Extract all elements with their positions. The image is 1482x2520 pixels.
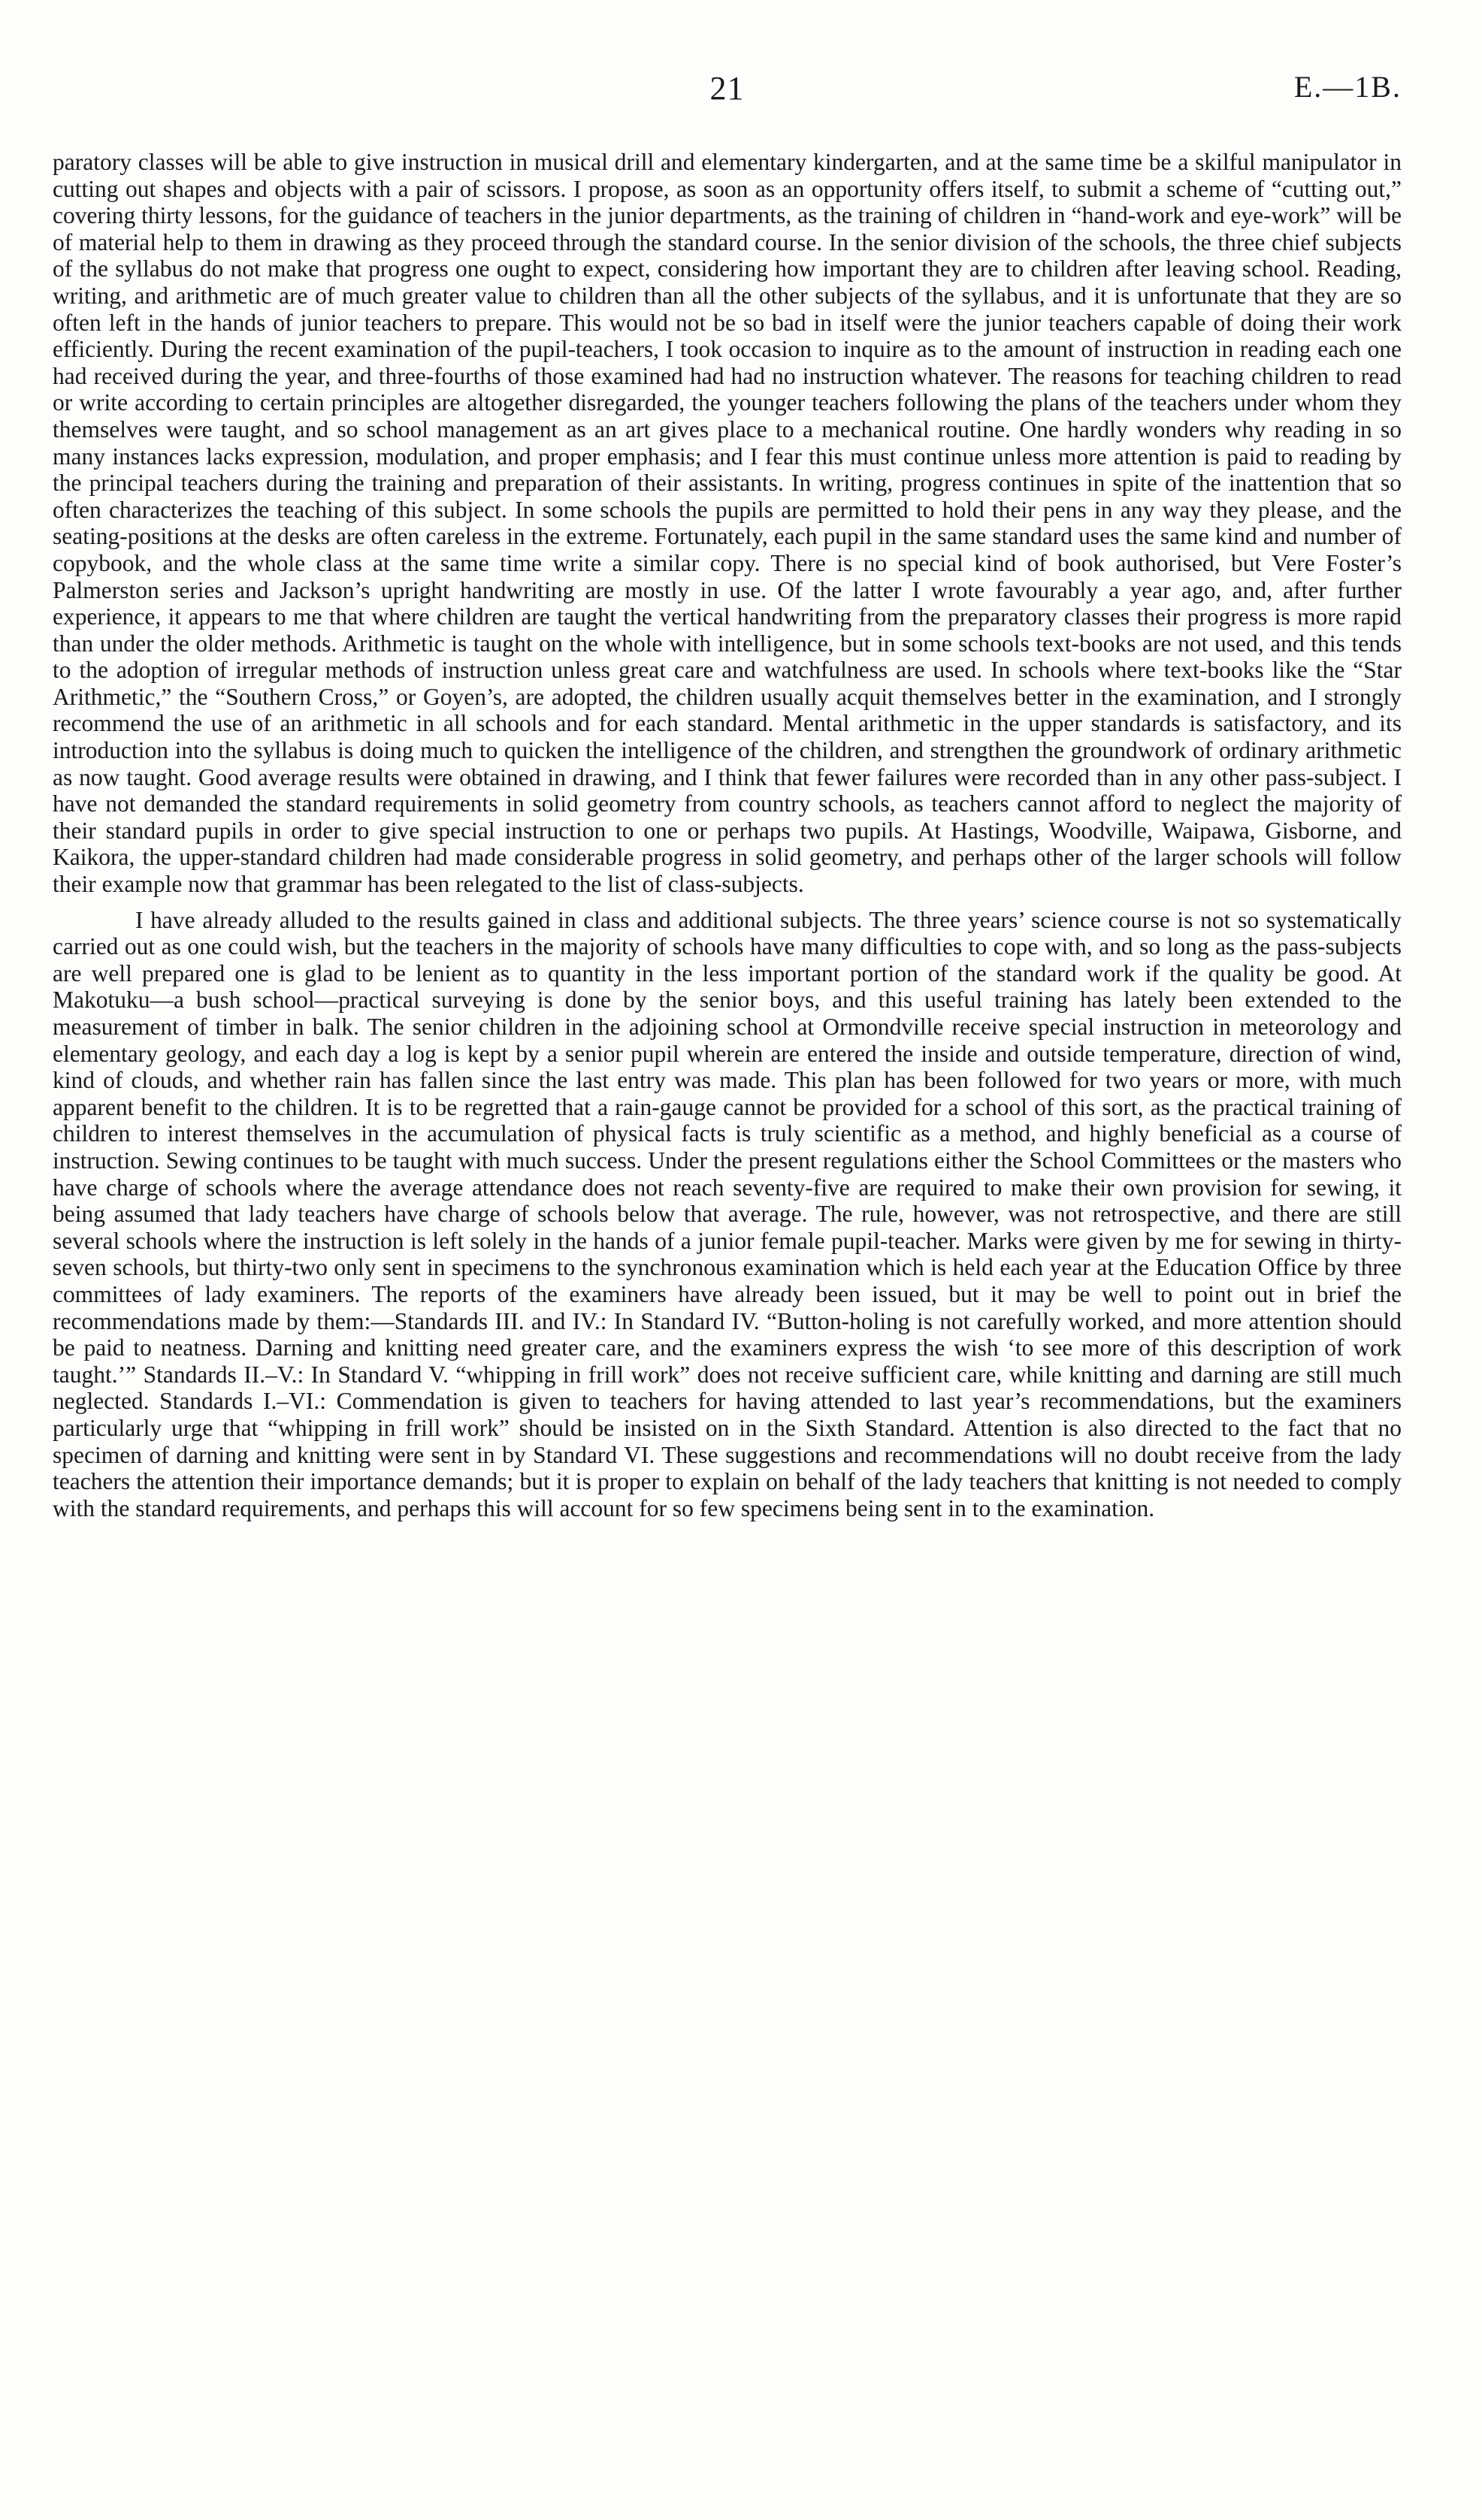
- body-text: [53, 149, 1402, 1521]
- document-reference: E.—1B.: [1293, 70, 1402, 104]
- page-number: 21: [709, 70, 745, 107]
- paragraph-class-subjects: I have already alluded to the results gained in class and additional subjects. The three years’ science course is not so systematically carried out as one could wish, but the teachers in the majority of schools have many difficulties to cope with, and so long as the pass-subjects are well prepared one is glad to be lenient as to quantity in the less important portion of the standard work if the quality be good. At Makotuku—a bush school—practical surveying is done by the senior boys, and this useful training has lately been extended to the measurement of timber in balk. The senior children in the adjoining school at Ormondville receive special instruction in meteorology and elementary geology, and each day a log is kept by a senior pupil wherein are entered the inside and outside temperature, direction of wind, kind of clouds, and whether rain has fallen since the last entry was made. This plan has been followed for two years or more, with much apparent benefit to the children. It is to be regretted that a rain-gauge cannot be provided for a school of this sort, as the practical training of children to interest themselves in the accumulation of physical facts is truly scientific as a method, and highly beneficial as a course of instruction. Sewing continues to be taught with much success. Under the present regulations either the School Committees or the masters who have charge of schools where the average attendance does not reach seventy-five are required to make their own provision for sewing, it being assumed that lady teachers have charge of schools below that average. The rule, however, was not retrospective, and there are still several schools where the instruction is left solely in the hands of a junior female pupil-teacher. Marks were given by me for sewing in thirty-seven schools, but thirty-two only sent in specimens to the synchronous examination which is held each year at the Education Office by three committees of lady examiners. The reports of the examiners have already been issued, but it may be well to point out in brief the recommendations made by them:—Standards III. and IV.: In Standard IV. “Button-holing is not carefully worked, and more attention should be paid to neatness. Darning and knitting need greater care, and the examiners express the wish ‘to see more of this description of work taught.’” Standards II.–V.: In Standard V. “whipping in frill work” does not receive sufficient care, while knitting and darning are still much neglected. Standards I.–VI.: Commendation is given to teachers for having attended to last year’s recommendations, but the examiners particularly urge that “whipping in frill work” should be insisted on in the Sixth Standard. Attention is also directed to the fact that no specimen of darning and knitting were sent in by Standard VI. These suggestions and recommendations will no doubt receive from the lady teachers the attention their importance demands; but it is proper to explain on behalf of the lady teachers that knitting is not needed to comply with the standard requirements, and perhaps this will account for so few specimens being sent in to the examination.: [53, 906, 1402, 1521]
- page-header: [53, 69, 1402, 114]
- paragraph-continued: paratory classes will be able to give instruction in musical drill and elementary kindergarten, and at the same time be a skilful manipulator in cutting out shapes and objects with a pair of scissors. I propose, as soon as an opportunity offers itself, to submit a scheme of “cutting out,” covering thirty lessons, for the guidance of teachers in the junior departments, as the training of children in “hand-work and eye-work” will be of material help to them in drawing as they proceed through the standard course. In the senior division of the schools, the three chief subjects of the syllabus do not make that progress one ought to expect, considering how important they are to children after leaving school. Reading, writing, and arithmetic are of much greater value to children than all the other subjects of the syllabus, and it is unfortunate that they are so often left in the hands of junior teachers to prepare. This would not be so bad in itself were the junior teachers capable of doing their work efficiently. During the recent examination of the pupil-teachers, I took occasion to inquire as to the amount of instruction in reading each one had received during the year, and three-fourths of those examined had had no instruction whatever. The reasons for teaching children to read or write according to certain principles are altogether disregarded, the younger teachers following the plans of the teachers under whom they themselves were taught, and so school management as an art gives place to a mechanical routine. One hardly wonders why reading in so many instances lacks expression, modulation, and proper emphasis; and I fear this must continue unless more attention is paid to reading by the principal teachers during the training and preparation of their assistants. In writing, progress continues in spite of the inattention that so often characterizes the teaching of this subject. In some schools the pupils are permitted to hold their pens in any way they please, and the seating-positions at the desks are often careless in the extreme. Fortunately, each pupil in the same standard uses the same kind and number of copybook, and the whole class at the same time write a similar copy. There is no special kind of book authorised, but Vere Foster’s Palmerston series and Jackson’s upright handwriting are mostly in use. Of the latter I wrote favourably a year ago, and, after further experience, it appears to me that where children are taught the vertical handwriting from the preparatory classes their progress is more rapid than under the older methods. Arithmetic is taught on the whole with intelligence, but in some schools text-books are not used, and this tends to the adoption of irregular methods of instruction unless great care and watchfulness are used. In schools where text-books like the “Star Arithmetic,” the “Southern Cross,” or Goyen’s, are adopted, the children usually acquit themselves better in the examination, and I strongly recommend the use of an arithmetic in all schools and for each standard. Mental arithmetic in the upper standards is satisfactory, and its introduction into the syllabus is doing much to quicken the intelligence of the children, and strengthen the groundwork of ordinary arithmetic as now taught. Good average results were obtained in drawing, and I think that fewer failures were recorded than in any other pass-subject. I have not demanded the standard requirements in solid geometry from country schools, as teachers cannot afford to neglect the majority of their standard pupils in order to give special instruction to one or perhaps two pupils. At Hastings, Woodville, Waipawa, Gisborne, and Kaikora, the upper-standard children had made considerable progress in solid geometry, and perhaps other of the larger schools will follow their example now that grammar has been relegated to the list of class-subjects.: [53, 149, 1402, 898]
